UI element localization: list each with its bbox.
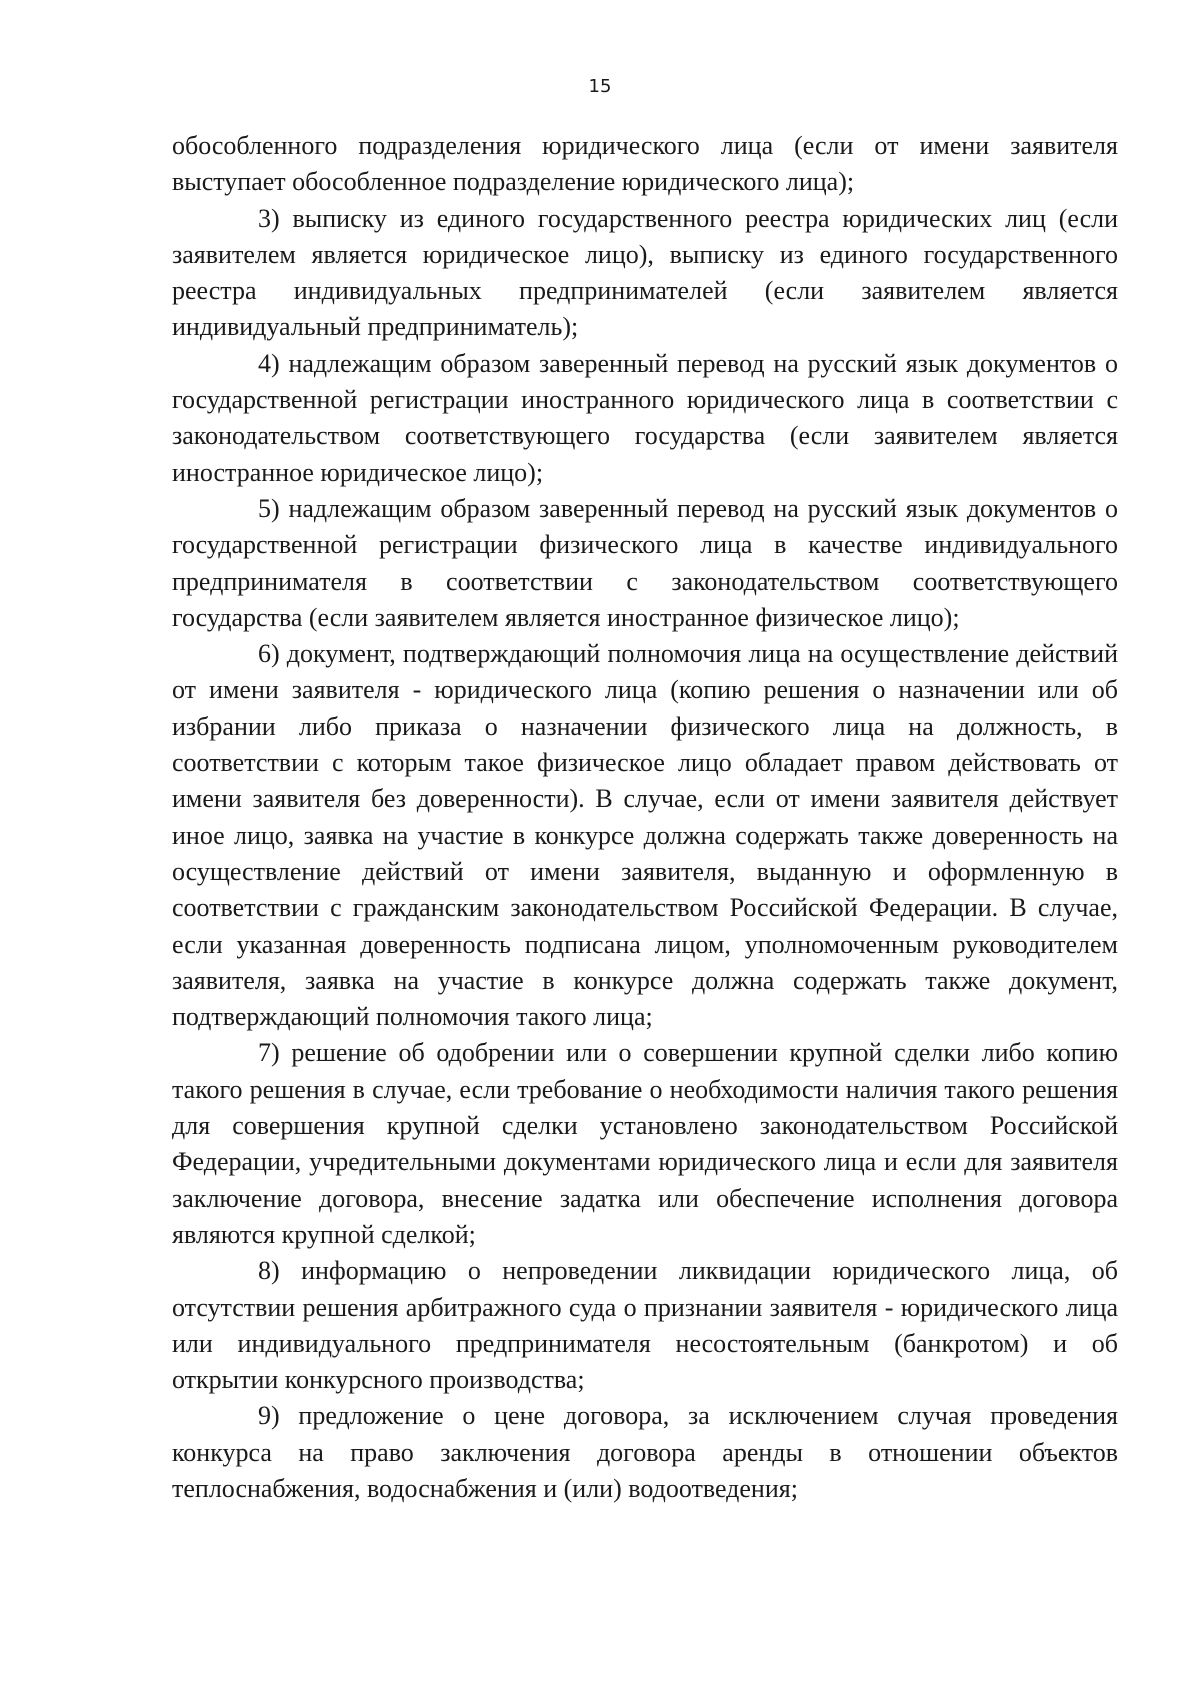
paragraph-item-3: 3) выписку из единого государственного реестра юридических лиц (если заявителем является юридическое лицо), выписку из единого государственного реестра индивидуальных предпринимателей (если заявителем является индивидуальный предприниматель); — [172, 203, 1118, 342]
paragraph-item-6: 6) документ, подтверждающий полномочия лица на осуществление действий от имени заявителя - юридического лица (копию решения о назначении или об избрании либо приказа о назначении физического лица на должность, в соответствии с которым такое физическое лицо обладает правом действовать от имени заявителя без доверенности). В случае, если от имени заявителя действует иное лицо, заявка на участие в конкурсе должна содержать также доверенность на осуществление действий от имени заявителя, выданную и оформленную в соответствии с гражданским законодательством Российской Федерации. В случае, если указанная доверенность подписана лицом, уполномоченным руководителем заявителя, заявка на участие в конкурсе должна содержать также документ, подтверждающий полномочия такого лица; — [172, 639, 1118, 1032]
paragraph-item-7: 7) решение об одобрении или о совершении крупной сделки либо копию такого решения в случае, если требование о необходимости наличия такого решения для совершения крупной сделки установлено законодательством Российской Федерации, учредительными документами юридического лица и если для заявителя заключение договора, внесение задатка или обеспечение исполнения договора являются крупной сделкой; — [172, 1038, 1118, 1249]
page-number: 15 — [588, 76, 612, 97]
paragraph-item-5: 5) надлежащим образом заверенный перевод на русский язык документов о государственной регистрации физического лица в качестве индивидуального предпринимателя в соответствии с законодательством соответствующего государства (если заявителем является иностранное физическое лицо); — [172, 493, 1118, 632]
paragraph-item-4: 4) надлежащим образом заверенный перевод на русский язык документов о государственной регистрации иностранного юридического лица в соответствии с законодательством соответствующего государства (если заявителем является иностранное юридическое лицо); — [172, 348, 1118, 487]
paragraph-item-9: 9) предложение о цене договора, за исключением случая проведения конкурса на право заключения договора аренды в отношении объектов теплоснабжения, водоснабжения и (или) водоотведения; — [172, 1401, 1118, 1503]
document-body — [172, 128, 1118, 1507]
paragraph-continuation: обособленного подразделения юридического лица (если от имени заявителя выступает обособленное подразделение юридического лица); — [172, 131, 1118, 197]
paragraph-item-8: 8) информацию о непроведении ликвидации юридического лица, об отсутствии решения арбитражного суда о признании заявителя - юридического лица или индивидуального предпринимателя несостоятельным (банкротом) и об открытии конкурсного производства; — [172, 1256, 1118, 1395]
